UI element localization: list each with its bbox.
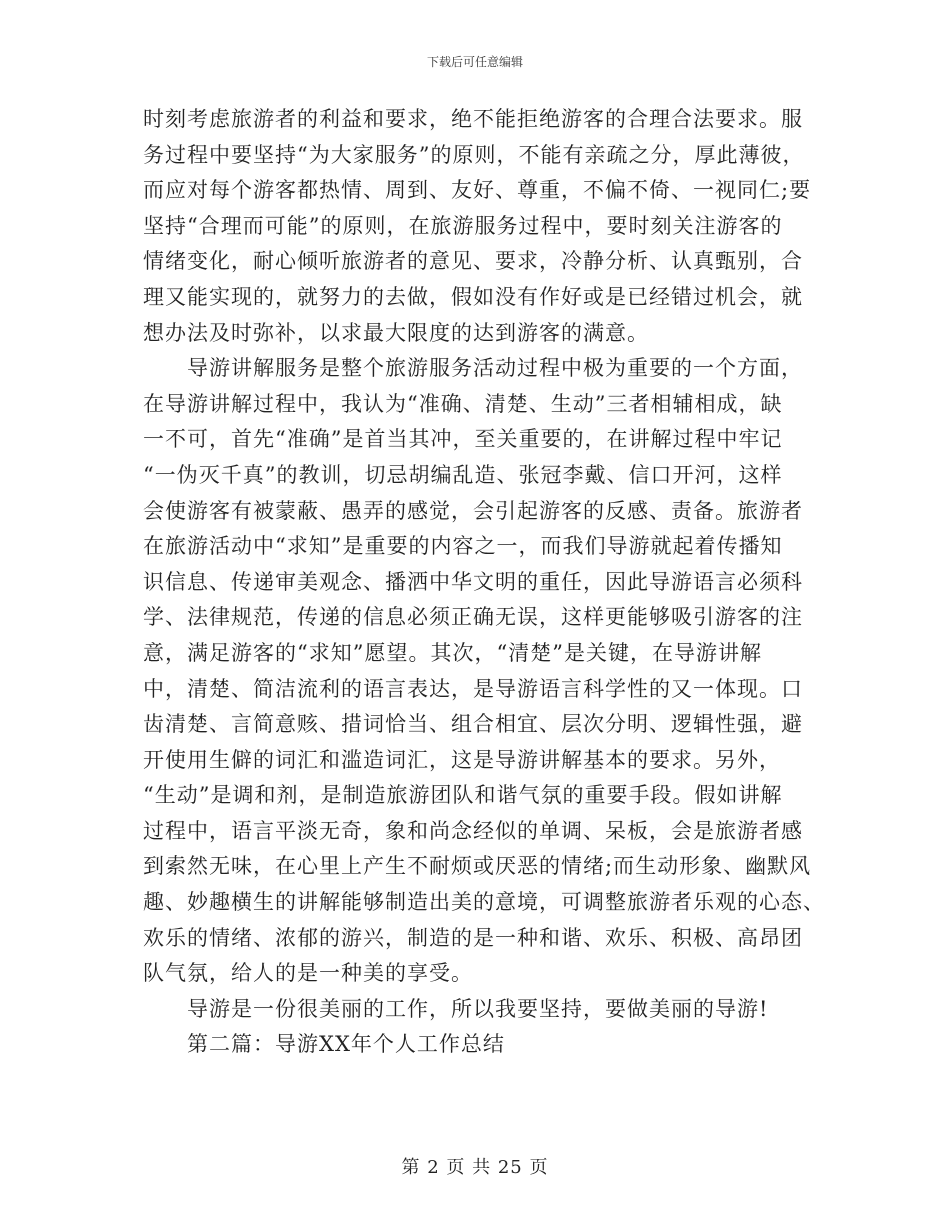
section-heading: 第二篇：导游XX年个人工作总结 — [187, 1032, 505, 1057]
text-line: 趣、妙趣横生的讲解能够制造出美的意境，可调整旅游者乐观的心态、 — [143, 890, 825, 915]
text-line: “一伪灭千真”的教训，切忌胡编乱造、张冠李戴、信口开河，这样 — [143, 462, 783, 487]
text-line: 坚持“合理而可能”的原则，在旅游服务过程中，要时刻关注游客的 — [143, 213, 783, 238]
text-line: 到索然无味，在心里上产生不耐烦或厌恶的情绪;而生动形象、幽默风 — [143, 854, 812, 879]
text-line: 而应对每个游客都热情、周到、友好、尊重，不偏不倚、一视同仁;要 — [143, 178, 812, 203]
text-line: 会使游客有被蒙蔽、愚弄的感觉，会引起游客的反感、责备。旅游者 — [143, 498, 803, 523]
text-line: “生动”是调和剂，是制造旅游团队和谐气氛的重要手段。假如讲解 — [143, 783, 783, 808]
text-line: 意，满足游客的“求知”愿望。其次，“清楚”是关键，在导游讲解 — [143, 640, 762, 665]
text-line: 过程中，语言平淡无奇，象和尚念经似的单调、呆板，会是旅游者感 — [143, 818, 803, 843]
text-line: 想办法及时弥补，以求最大限度的达到游客的满意。 — [143, 320, 649, 345]
text-line: 时刻考虑旅游者的利益和要求，绝不能拒绝游客的合理合法要求。服 — [143, 107, 803, 131]
text-line: 在旅游活动中“求知”是重要的内容之一，而我们导游就起着传播知 — [143, 534, 783, 559]
text-line: 一不可，首先“准确”是首当其冲，至关重要的，在讲解过程中牢记 — [143, 427, 783, 452]
text-line: 中，清楚、简洁流利的语言表达，是导游语言科学性的又一体现。口 — [143, 676, 803, 701]
text-line: 欢乐的情绪、浓郁的游兴，制造的是一种和谐、欢乐、积极、高昂团 — [143, 925, 803, 950]
text-line: 识信息、传递审美观念、播洒中华文明的重任，因此导游语言必须科 — [143, 569, 803, 594]
text-line: 开使用生僻的词汇和滥造词汇，这是导游讲解基本的要求。另外， — [143, 747, 781, 772]
document-body — [143, 102, 825, 1063]
text-line: 在导游讲解过程中，我认为“准确、清楚、生动”三者相辅相成，缺 — [143, 391, 783, 416]
page-header: 下载后可任意编辑 — [426, 55, 523, 69]
page-number-footer: 第 2 页 共 25 页 — [401, 1157, 549, 1178]
text-line: 队气氛，给人的是一种美的享受。 — [143, 961, 473, 986]
paragraph-start-line: 导游讲解服务是整个旅游服务活动过程中极为重要的一个方面， — [187, 356, 803, 381]
paragraph-start-line: 导游是一份很美丽的工作，所以我要坚持，要做美丽的导游! — [187, 996, 769, 1021]
text-line: 理又能实现的，就努力的去做，假如没有作好或是已经错过机会，就 — [143, 284, 803, 309]
text-line: 务过程中要坚持“为大家服务”的原则，不能有亲疏之分，厚此薄彼， — [143, 142, 805, 167]
text-line: 齿清楚、言简意赅、措词恰当、组合相宜、层次分明、逻辑性强，避 — [143, 712, 803, 737]
text-line: 学、法律规范，传递的信息必须正确无误，这样更能够吸引游客的注 — [143, 605, 803, 630]
text-line: 情绪变化，耐心倾听旅游者的意见、要求，冷静分析、认真甄别，合 — [143, 249, 803, 274]
